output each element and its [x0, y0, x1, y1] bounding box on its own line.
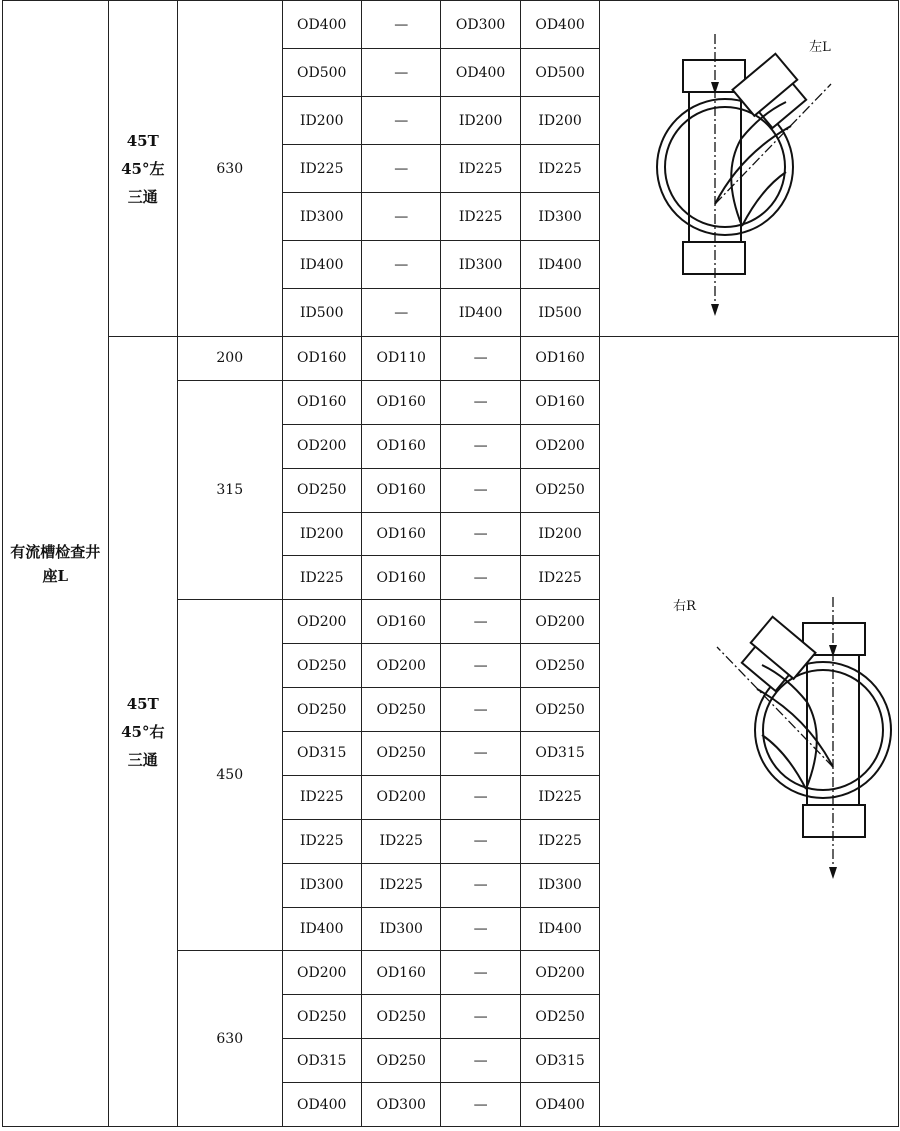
pipe-size-cell: OD160: [520, 380, 599, 424]
pipe-size-cell: ID225: [282, 819, 361, 863]
pipe-size-cell: —: [361, 49, 440, 97]
pipe-size-cell: ID400: [520, 241, 599, 289]
pipe-size-cell: ID400: [282, 907, 361, 951]
pipe-size-cell: —: [441, 995, 520, 1039]
left-tee-diagram-cell: [600, 1, 899, 337]
pipe-size-cell: ID500: [282, 289, 361, 337]
pipe-size-cell: —: [441, 337, 520, 381]
pipe-size-cell: —: [441, 424, 520, 468]
pipe-size-cell: ID400: [282, 241, 361, 289]
main-size-cell: 315: [177, 380, 282, 599]
pipe-size-cell: OD400: [282, 1, 361, 49]
pipe-size-cell: ID225: [282, 145, 361, 193]
pipe-size-cell: OD250: [361, 688, 440, 732]
pipe-size-cell: ID500: [520, 289, 599, 337]
pipe-size-cell: —: [441, 951, 520, 995]
pipe-size-cell: OD160: [361, 512, 440, 556]
pipe-size-cell: —: [441, 863, 520, 907]
pipe-size-cell: —: [441, 468, 520, 512]
pipe-size-cell: OD160: [361, 951, 440, 995]
diagram-wrap: [601, 567, 897, 897]
pipe-size-cell: OD250: [282, 688, 361, 732]
tee-fitting-diagram: [601, 4, 897, 334]
main-size-cell: 450: [177, 600, 282, 951]
pipe-size-cell: OD200: [361, 644, 440, 688]
pipe-size-cell: OD200: [361, 775, 440, 819]
pipe-size-cell: OD200: [282, 951, 361, 995]
pipe-size-cell: ID400: [441, 289, 520, 337]
pipe-size-cell: OD250: [520, 995, 599, 1039]
pipe-size-cell: —: [361, 97, 440, 145]
pipe-size-cell: OD160: [361, 380, 440, 424]
pipe-size-cell: —: [441, 688, 520, 732]
pipe-size-cell: OD110: [361, 337, 440, 381]
pipe-size-cell: ID225: [282, 556, 361, 600]
pipe-size-cell: OD250: [361, 732, 440, 776]
pipe-size-cell: ID225: [361, 819, 440, 863]
pipe-size-cell: OD400: [520, 1, 599, 49]
pipe-size-cell: OD250: [282, 468, 361, 512]
pipe-size-cell: ID225: [520, 556, 599, 600]
pipe-size-cell: OD250: [282, 644, 361, 688]
pipe-size-cell: OD160: [282, 337, 361, 381]
pipe-size-cell: OD400: [282, 1083, 361, 1127]
pipe-size-cell: OD200: [520, 424, 599, 468]
pipe-size-cell: OD160: [282, 380, 361, 424]
pipe-size-cell: —: [361, 289, 440, 337]
pipe-size-cell: OD250: [520, 468, 599, 512]
pipe-size-cell: OD250: [361, 1039, 440, 1083]
pipe-size-cell: ID300: [441, 241, 520, 289]
main-size-cell: 630: [177, 951, 282, 1127]
pipe-size-cell: ID200: [441, 97, 520, 145]
pipe-size-cell: ID225: [361, 863, 440, 907]
fitting-type-line: 45T: [126, 131, 159, 150]
fitting-type-line: 45T: [126, 694, 159, 713]
pipe-size-cell: ID225: [520, 819, 599, 863]
pipe-size-cell: OD315: [282, 732, 361, 776]
pipe-size-cell: OD300: [361, 1083, 440, 1127]
pipe-size-cell: OD500: [520, 49, 599, 97]
pipe-size-cell: ID225: [282, 775, 361, 819]
diagram-wrap: [601, 4, 897, 334]
pipe-size-cell: OD200: [282, 600, 361, 644]
pipe-size-cell: OD160: [361, 424, 440, 468]
pipe-size-cell: —: [441, 775, 520, 819]
table-row: [3, 1, 899, 49]
pipe-size-cell: OD250: [520, 644, 599, 688]
pipe-size-cell: OD250: [361, 995, 440, 1039]
pipe-size-cell: —: [441, 732, 520, 776]
pipe-size-cell: —: [441, 819, 520, 863]
pipe-size-cell: ID400: [520, 907, 599, 951]
pipe-size-cell: OD160: [520, 337, 599, 381]
pipe-size-cell: ID200: [520, 97, 599, 145]
pipe-size-cell: —: [441, 1083, 520, 1127]
fitting-type-cell: [108, 1, 177, 337]
pipe-size-cell: ID225: [520, 145, 599, 193]
pipe-size-cell: OD200: [520, 951, 599, 995]
pipe-size-cell: ID300: [282, 193, 361, 241]
pipe-size-cell: OD160: [361, 600, 440, 644]
fitting-type-line: 三通: [127, 187, 158, 206]
pipe-size-cell: —: [361, 1, 440, 49]
pipe-size-cell: —: [441, 380, 520, 424]
pipe-size-cell: OD300: [441, 1, 520, 49]
tee-fitting-diagram: [651, 567, 900, 897]
pipe-size-cell: —: [441, 1039, 520, 1083]
pipe-size-cell: OD500: [282, 49, 361, 97]
diagram-label: 左L: [809, 39, 831, 55]
pipe-size-cell: ID225: [520, 775, 599, 819]
fitting-type-line: 45°右: [121, 722, 165, 741]
right-tee-diagram-cell: [600, 337, 899, 1127]
pipe-size-cell: —: [441, 600, 520, 644]
pipe-size-cell: OD250: [282, 995, 361, 1039]
main-size-cell: 630: [177, 1, 282, 337]
pipe-size-cell: OD160: [361, 468, 440, 512]
pipe-size-cell: —: [441, 907, 520, 951]
pipe-size-cell: OD315: [282, 1039, 361, 1083]
pipe-size-cell: ID200: [282, 97, 361, 145]
fitting-spec-table: [2, 0, 899, 1127]
pipe-size-cell: —: [441, 556, 520, 600]
pipe-size-cell: ID200: [520, 512, 599, 556]
fitting-type-line: 45°左: [121, 159, 165, 178]
fitting-type-cell: [108, 337, 177, 1127]
pipe-size-cell: ID200: [282, 512, 361, 556]
pipe-size-cell: ID225: [441, 145, 520, 193]
pipe-size-cell: ID300: [361, 907, 440, 951]
pipe-size-cell: OD315: [520, 1039, 599, 1083]
fitting-type-line: 三通: [127, 750, 158, 769]
pipe-size-cell: OD400: [441, 49, 520, 97]
table-row: [3, 337, 899, 381]
pipe-size-cell: ID300: [282, 863, 361, 907]
pipe-size-cell: —: [361, 241, 440, 289]
pipe-size-cell: OD200: [520, 600, 599, 644]
pipe-size-cell: OD315: [520, 732, 599, 776]
pipe-size-cell: OD200: [282, 424, 361, 468]
pipe-size-cell: ID300: [520, 863, 599, 907]
category-cell: 有流槽检查井座L: [3, 1, 109, 1127]
pipe-size-cell: —: [441, 644, 520, 688]
pipe-size-cell: OD250: [520, 688, 599, 732]
pipe-size-cell: OD400: [520, 1083, 599, 1127]
pipe-size-cell: ID225: [441, 193, 520, 241]
diagram-label: 右R: [673, 598, 696, 614]
main-size-cell: 200: [177, 337, 282, 381]
pipe-size-cell: ID300: [520, 193, 599, 241]
pipe-size-cell: OD160: [361, 556, 440, 600]
pipe-size-cell: —: [361, 145, 440, 193]
pipe-size-cell: —: [441, 512, 520, 556]
pipe-size-cell: —: [361, 193, 440, 241]
